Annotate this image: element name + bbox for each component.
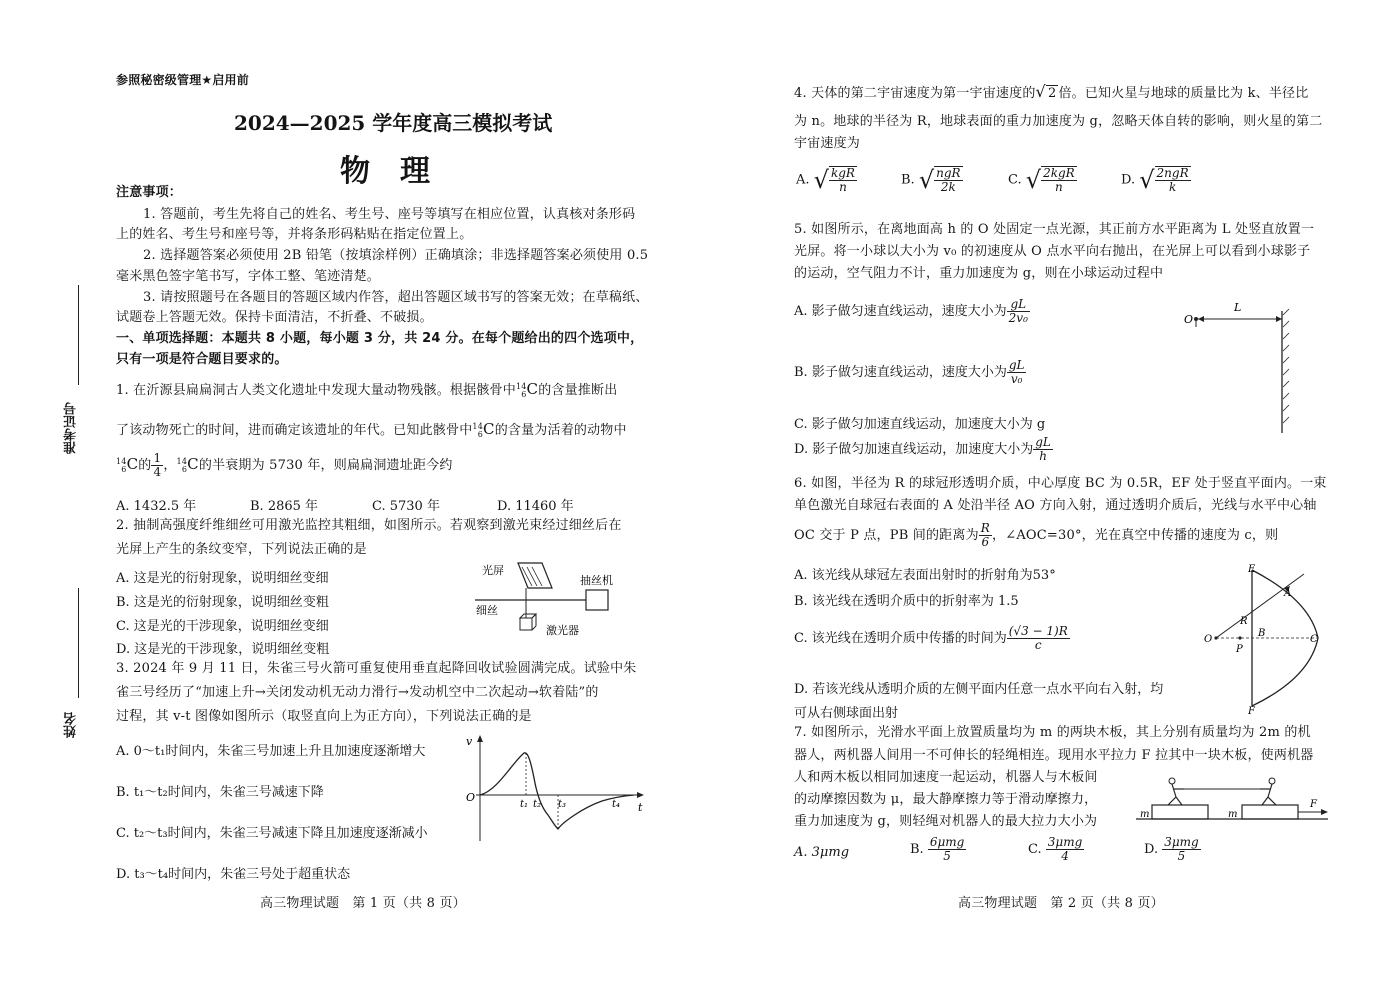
q1-line3: 14 6 C的 $\frac{1}{4}$ ， 14 6 C的半衰期为 5730 年，则扁扁洞遗址距今约 [116, 451, 453, 480]
q4-line1: 4. 天体的第二宇宙速度为第一宇宙速度的√ 2 倍。已知火星与地球的质量比为 k、半径比 [794, 82, 1309, 101]
name-line [78, 588, 79, 698]
q2-laser-diagram [470, 558, 620, 643]
q5-option-d: D. 影子做匀加速直线运动，加速度大小为 $\frac{gL}{h}$ [794, 435, 1051, 464]
q5-option-a: A. 影子做匀速直线运动，速度大小为 $\frac{gL}{\text{2v₀}}$ [794, 297, 1028, 326]
q1-option-a: A. 1432.5 年 [116, 499, 197, 514]
section-1-heading: 一、单项选择题：本题共 8 小题，每小题 3 分，共 24 分。在每个题给出的四个选项中， [116, 331, 644, 346]
q7-option-c: C. $\frac{\text{3μmg}}{4}$ [1028, 835, 1083, 864]
q3-vt-graph [462, 733, 647, 845]
label-wire: 细丝 [476, 604, 498, 617]
q6-option-b: B. 该光线在透明介质中的折射率为 1.5 [794, 594, 1019, 609]
q2-line1: 2. 抽制高强度纤维细丝可用激光监控其粗细，如图所示。若观察到激光束经过细丝后在 [116, 518, 622, 533]
notice-heading: 注意事项： [116, 185, 183, 200]
graph-t1-label: t₁ [520, 799, 529, 810]
fig-f-label-7: F [1310, 799, 1317, 810]
q7-line1: 7. 如图所示，光滑水平面上放置质量均为 m 的两块木板，其上分别有质量均为 2m 的机 [794, 725, 1311, 740]
fig-l-label: L [1234, 301, 1242, 314]
graph-t2-label: t₂ [533, 799, 542, 810]
notice-1b: 上的姓名、考生号和座号等，并将条形码粘贴在指定位置上。 [116, 227, 473, 242]
subject-title: 物 理 [340, 154, 430, 189]
q3-option-a: A. 0～t₁时间内，朱雀三号加速上升且加速度逐渐增大 [116, 744, 426, 759]
q7-option-b: B. $\frac{\text{6μmg}}{5}$ [910, 835, 965, 864]
q3-line1: 3. 2024 年 9 月 11 日，朱雀三号火箭可重复使用垂直起降回收试验圆满完成。试验中朱 [116, 661, 637, 676]
q1-option-c: C. 5730 年 [372, 499, 440, 514]
q5-option-c: C. 影子做匀加速直线运动，加速度大小为 g [794, 417, 1046, 432]
label-laser: 激光器 [546, 624, 579, 637]
q1-line1: 1. 在沂源县扁扁洞古人类文化遗址中发现大量动物残骸。根据骸骨中 14 6 C的含量推断出 [116, 380, 618, 399]
q2-option-d: D. 这是光的干涉现象，说明细丝变粗 [116, 642, 330, 657]
q7-line3: 人和两木板以相同加速度一起运动，机器人与木板间 [794, 770, 1098, 785]
footer-page-1: 高三物理试题 第 1 页（共 8 页） [260, 896, 466, 911]
q5-line1: 5. 如图所示，在离地面高 h 的 O 处固定一点光源，其正前方水平距离为 L 处竖直放置一 [794, 222, 1315, 237]
notice-2b: 毫米黑色签字笔书写，字体工整、笔迹清楚。 [116, 269, 381, 284]
q6-line3: OC 交于 P 点，PB 间的距离为 $\frac{R}{6}$ ，∠AOC=30°，光在真空中传播的速度为 c，则 [794, 521, 1279, 550]
notice-1a: 1. 答题前，考生先将自己的姓名、考生号、座号等填写在相应位置，认真核对条形码 [143, 207, 636, 222]
fig-m2-label: m [1228, 809, 1238, 820]
q2-line2: 光屏上产生的条纹变窄，下列说法正确的是 [116, 542, 367, 557]
q2-option-c: C. 这是光的干涉现象，说明细丝变细 [116, 619, 329, 634]
q3-option-c: C. t₂～t₃时间内，朱雀三号减速下降且加速度逐渐减小 [116, 826, 428, 841]
fig-r-label: R [1240, 616, 1248, 627]
q1-option-d: D. 11460 年 [497, 499, 574, 514]
section-1-heading-cont: 只有一项是符合题目要求的。 [116, 352, 288, 367]
footer-page-2: 高三物理试题 第 2 页（共 8 页） [958, 896, 1164, 911]
q4-option-a: A. √ $\frac{\text{kgR}}{n}$ [796, 166, 855, 195]
notice-2a: 2. 选择题答案必须使用 2B 铅笔（按填涂样例）正确填涂；非选择题答案必须使用 0.5 [143, 248, 649, 263]
fig-a-label: A [1284, 588, 1292, 599]
fig-e-label: E [1248, 564, 1256, 575]
q7-robots-diagram [1132, 775, 1332, 825]
fig-m1-label: m [1140, 809, 1150, 820]
q3-line3: 过程，其 v-t 图像如图所示（取竖直向上为正方向），下列说法正确的是 [116, 709, 532, 724]
q6-line1: 6. 如图，半径为 R 的球冠形透明介质，中心厚度 BC 为 0.5R，EF 处于竖直平面内。一束 [794, 476, 1327, 491]
q5-line3: 的运动，空气阻力不计，重力加速度为 g，则在小球运动过程中 [794, 266, 1164, 281]
q7-line4: 的动摩擦因数为 μ，最大静摩擦力等于滑动摩擦力， [794, 792, 1098, 807]
q6-option-d-cont: 可从右侧球面出射 [794, 706, 899, 721]
q7-line2: 器人，两机器人间用一不可伸长的轻绳相连。现用水平拉力 F 拉其中一块木板，使两机器 [794, 748, 1314, 763]
graph-t-label: t [638, 801, 643, 814]
q4-option-c: C. √ $\frac{\text{2kgR}}{n}$ [1008, 166, 1075, 195]
q2-option-b: B. 这是光的衍射现象，说明细丝变粗 [116, 595, 329, 610]
fig-o-label-6: O [1204, 634, 1213, 645]
fig-c-label: C [1310, 634, 1318, 645]
q1-line2: 了该动物死亡的时间，进而确定该遗址的年代。已知此骸骨中 14 6 C的含量为活着的动物中 [116, 420, 627, 439]
q4-line3: 宇宙速度为 [794, 136, 861, 151]
q6-option-a: A. 该光线从球冠左表面出射时的折射角为53° [794, 568, 1056, 583]
q1-option-b: B. 2865 年 [250, 499, 319, 514]
graph-t3-label: t₃ [558, 799, 567, 810]
notice-3a: 3. 请按照题号在各题目的答题区域内作答，超出答题区域书写的答案无效；在草稿纸、 [143, 290, 649, 305]
q4-line2: 为 n。地球的半径为 R，地球表面的重力加速度为 g，忽略天体自转的影响，则火星的第二 [794, 114, 1323, 129]
q7-option-a: A. 3μmg [794, 845, 850, 860]
notice-3b: 试题卷上答题无效。保持卡面清洁，不折叠、不破损。 [116, 310, 433, 325]
page-2 [700, 0, 1399, 983]
q6-option-c: C. 该光线在透明介质中传播的时间为 $\frac{(√3 - 1)R}{c}$ [794, 624, 1068, 653]
q7-line5: 重力加速度为 g，则轻绳对机器人的最大拉力大小为 [794, 814, 1098, 829]
q6-option-d: D. 若该光线从透明介质的左侧平面内任意一点水平向右入射，均 [794, 682, 1164, 697]
q7-option-d: D. $\frac{\text{3μmg}}{5}$ [1144, 835, 1199, 864]
q5-line2: 光屏。将一小球以大小为 v₀ 的初速度从 O 点水平向右抛出，在光屏上可以看到小球影子 [794, 244, 1311, 259]
fig-o-label: O [1184, 313, 1194, 326]
q3-option-d: D. t₃～t₄时间内，朱雀三号处于超重状态 [116, 867, 351, 882]
secret-label: 参照秘密级管理★启用前 [116, 73, 249, 87]
side-id-label: 准考证号 [64, 402, 79, 454]
fig-b-label: B [1258, 628, 1266, 639]
q4-option-b: B. √ $\frac{\text{ngR}}{2k}$ [901, 166, 961, 195]
q6-lens-diagram [1200, 560, 1320, 715]
exam-title: 2024—2025 学年度高三模拟考试 [234, 111, 553, 135]
fig-p-label: P [1236, 644, 1243, 655]
graph-origin-label: O [466, 791, 476, 804]
q3-line2: 雀三号经历了“加速上升→关闭发动机无动力滑行→发动机空中二次起动→软着陆”的 [116, 685, 599, 700]
q5-option-b: B. 影子做匀速直线运动，速度大小为 $\frac{gL}{\text{v₀}}$ [794, 358, 1025, 387]
q6-line2: 单色激光自球冠右表面的 A 处沿半径 AO 方向入射，通过透明介质后，光线与水平中心轴 [794, 498, 1317, 513]
graph-v-label: v [466, 735, 473, 748]
label-screen: 光屏 [482, 564, 504, 577]
q5-shadow-diagram [1180, 297, 1290, 437]
q2-option-a: A. 这是光的衍射现象，说明细丝变细 [116, 571, 329, 586]
fig-f-label: F [1248, 706, 1255, 715]
graph-t4-label: t₄ [612, 799, 621, 810]
q3-option-b: B. t₁～t₂时间内，朱雀三号减速下降 [116, 785, 324, 800]
q4-option-d: D. √ $\frac{\text{2ngR}}{k}$ [1121, 166, 1189, 195]
side-name-label: 姓名 [64, 712, 79, 738]
label-drawer: 抽丝机 [580, 574, 613, 587]
id-line [78, 285, 79, 385]
